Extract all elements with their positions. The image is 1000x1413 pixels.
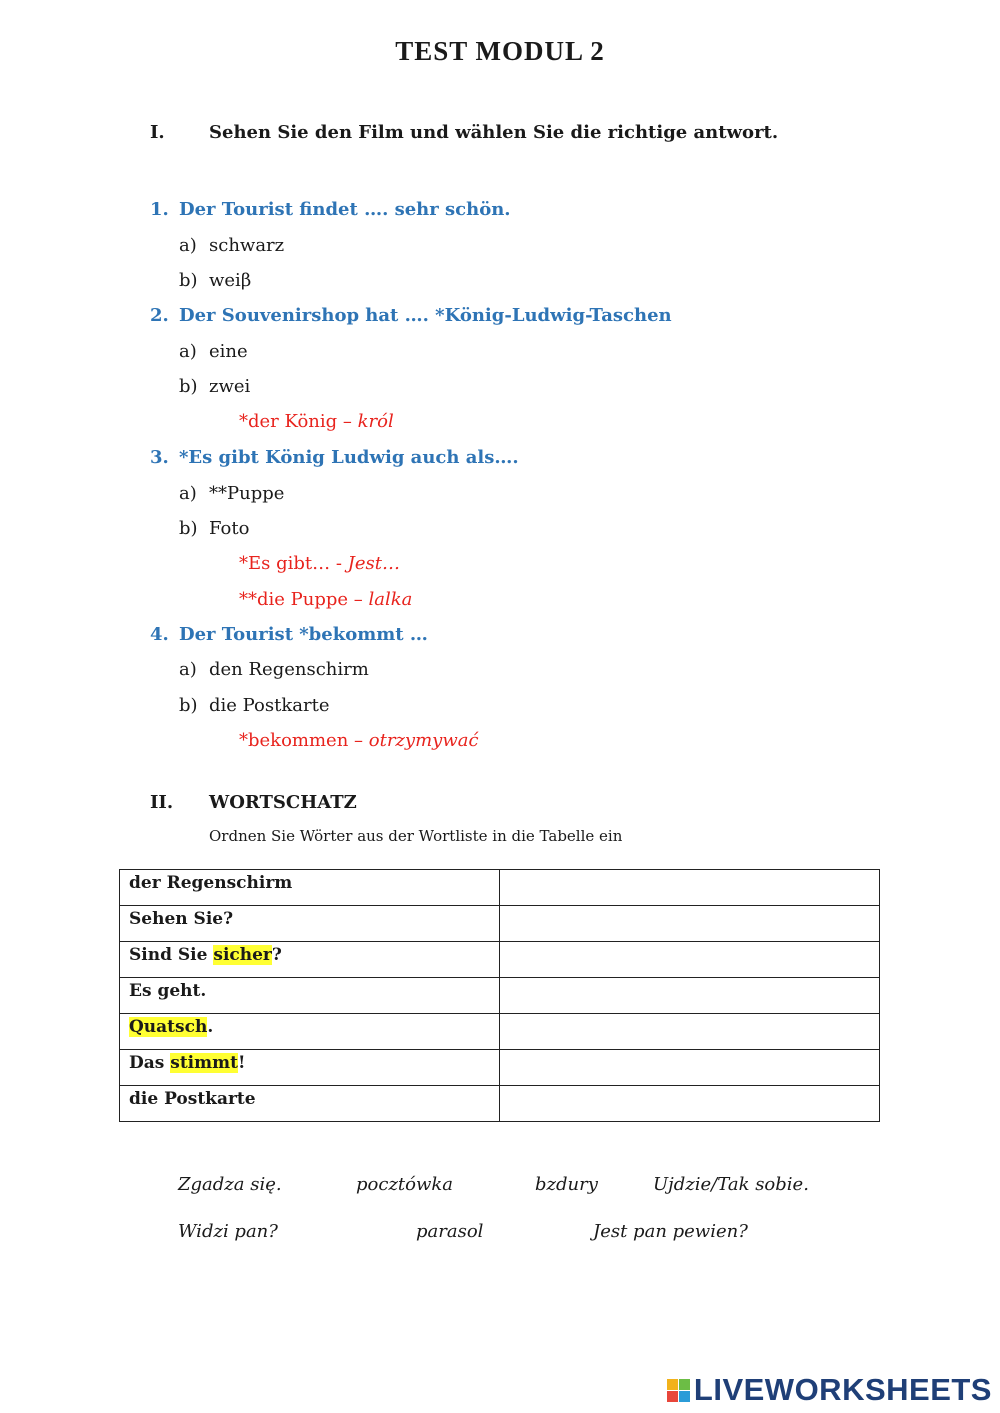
word-list-item[interactable]: Widzi pan? <box>178 1221 278 1242</box>
word-list-item[interactable]: pocztówka <box>356 1174 454 1195</box>
table-row <box>120 942 880 978</box>
question-2-text: Der Souvenirshop hat …. *König-Ludwig-Taschen <box>179 305 672 326</box>
answer-cell[interactable] <box>500 1050 880 1086</box>
german-phrase: Sind Sie sicher? <box>120 942 500 978</box>
highlighted-word: Quatsch <box>129 1017 208 1037</box>
answer-cell[interactable] <box>500 978 880 1014</box>
question-3-option-a[interactable]: **Puppe <box>209 483 285 504</box>
section-2-instruction: Ordnen Sie Wörter aus der Wortliste in die Tabelle ein <box>209 827 623 845</box>
german-phrase: der Regenschirm <box>120 870 500 906</box>
table-row <box>120 1050 880 1086</box>
option-label: b) <box>179 376 198 397</box>
word-list-item[interactable]: Jest pan pewien? <box>593 1221 748 1242</box>
option-label: b) <box>179 518 198 539</box>
section-1-number: I. <box>150 122 165 143</box>
answer-cell[interactable] <box>500 906 880 942</box>
liveworksheets-logo <box>667 1372 992 1408</box>
question-4-option-b[interactable]: die Postkarte <box>209 695 330 716</box>
option-label: a) <box>179 341 197 362</box>
table-row <box>120 906 880 942</box>
german-phrase: die Postkarte <box>120 1086 500 1122</box>
vocabulary-table <box>119 869 880 1122</box>
question-1-text: Der Tourist findet …. sehr schön. <box>179 199 511 220</box>
highlighted-word: stimmt <box>170 1053 238 1073</box>
question-3-option-b[interactable]: Foto <box>209 518 250 539</box>
option-label: a) <box>179 659 197 680</box>
section-2-number: II. <box>150 792 174 813</box>
question-3-number: 3. <box>150 447 169 468</box>
german-phrase: Sehen Sie? <box>120 906 500 942</box>
vocab-note-koenig: *der König – król <box>239 411 394 432</box>
section-2-heading: WORTSCHATZ <box>209 792 357 813</box>
german-phrase: Das stimmt! <box>120 1050 500 1086</box>
vocab-note-puppe: **die Puppe – lalka <box>239 589 413 610</box>
word-list-item[interactable]: bzdury <box>535 1174 598 1195</box>
option-label: a) <box>179 235 197 256</box>
table-row <box>120 1014 880 1050</box>
vocab-note-bekommen: *bekommen – otrzymywać <box>239 730 479 751</box>
question-1-number: 1. <box>150 199 169 220</box>
question-2-number: 2. <box>150 305 169 326</box>
section-1-heading: Sehen Sie den Film und wählen Sie die richtige antwort. <box>209 122 779 143</box>
word-list-item[interactable]: Zgadza się. <box>178 1174 282 1195</box>
vocab-note-es-gibt: *Es gibt… - Jest… <box>239 553 401 574</box>
liveworksheets-logo-icon <box>667 1379 690 1402</box>
option-label: b) <box>179 695 198 716</box>
question-1-option-b[interactable]: weiβ <box>209 270 252 291</box>
answer-cell[interactable] <box>500 1014 880 1050</box>
german-phrase: Es geht. <box>120 978 500 1014</box>
question-3-text: *Es gibt König Ludwig auch als…. <box>179 447 519 468</box>
option-label: a) <box>179 483 197 504</box>
option-label: b) <box>179 270 198 291</box>
word-list-item[interactable]: parasol <box>416 1221 484 1242</box>
answer-cell[interactable] <box>500 1086 880 1122</box>
table-row <box>120 1086 880 1122</box>
page-title: TEST MODUL 2 <box>395 36 605 66</box>
answer-cell[interactable] <box>500 870 880 906</box>
question-2-option-a[interactable]: eine <box>209 341 248 362</box>
question-4-number: 4. <box>150 624 169 645</box>
table-row <box>120 870 880 906</box>
brand-name: LIVEWORKSHEETS <box>693 1372 992 1407</box>
question-2-option-b[interactable]: zwei <box>209 376 251 397</box>
highlighted-word: sicher <box>213 945 272 965</box>
question-1-option-a[interactable]: schwarz <box>209 235 285 256</box>
table-row <box>120 978 880 1014</box>
word-list-item[interactable]: Ujdzie/Tak sobie. <box>653 1174 809 1195</box>
answer-cell[interactable] <box>500 942 880 978</box>
german-phrase: Quatsch. <box>120 1014 500 1050</box>
question-4-text: Der Tourist *bekommt … <box>179 624 428 645</box>
question-4-option-a[interactable]: den Regenschirm <box>209 659 369 680</box>
